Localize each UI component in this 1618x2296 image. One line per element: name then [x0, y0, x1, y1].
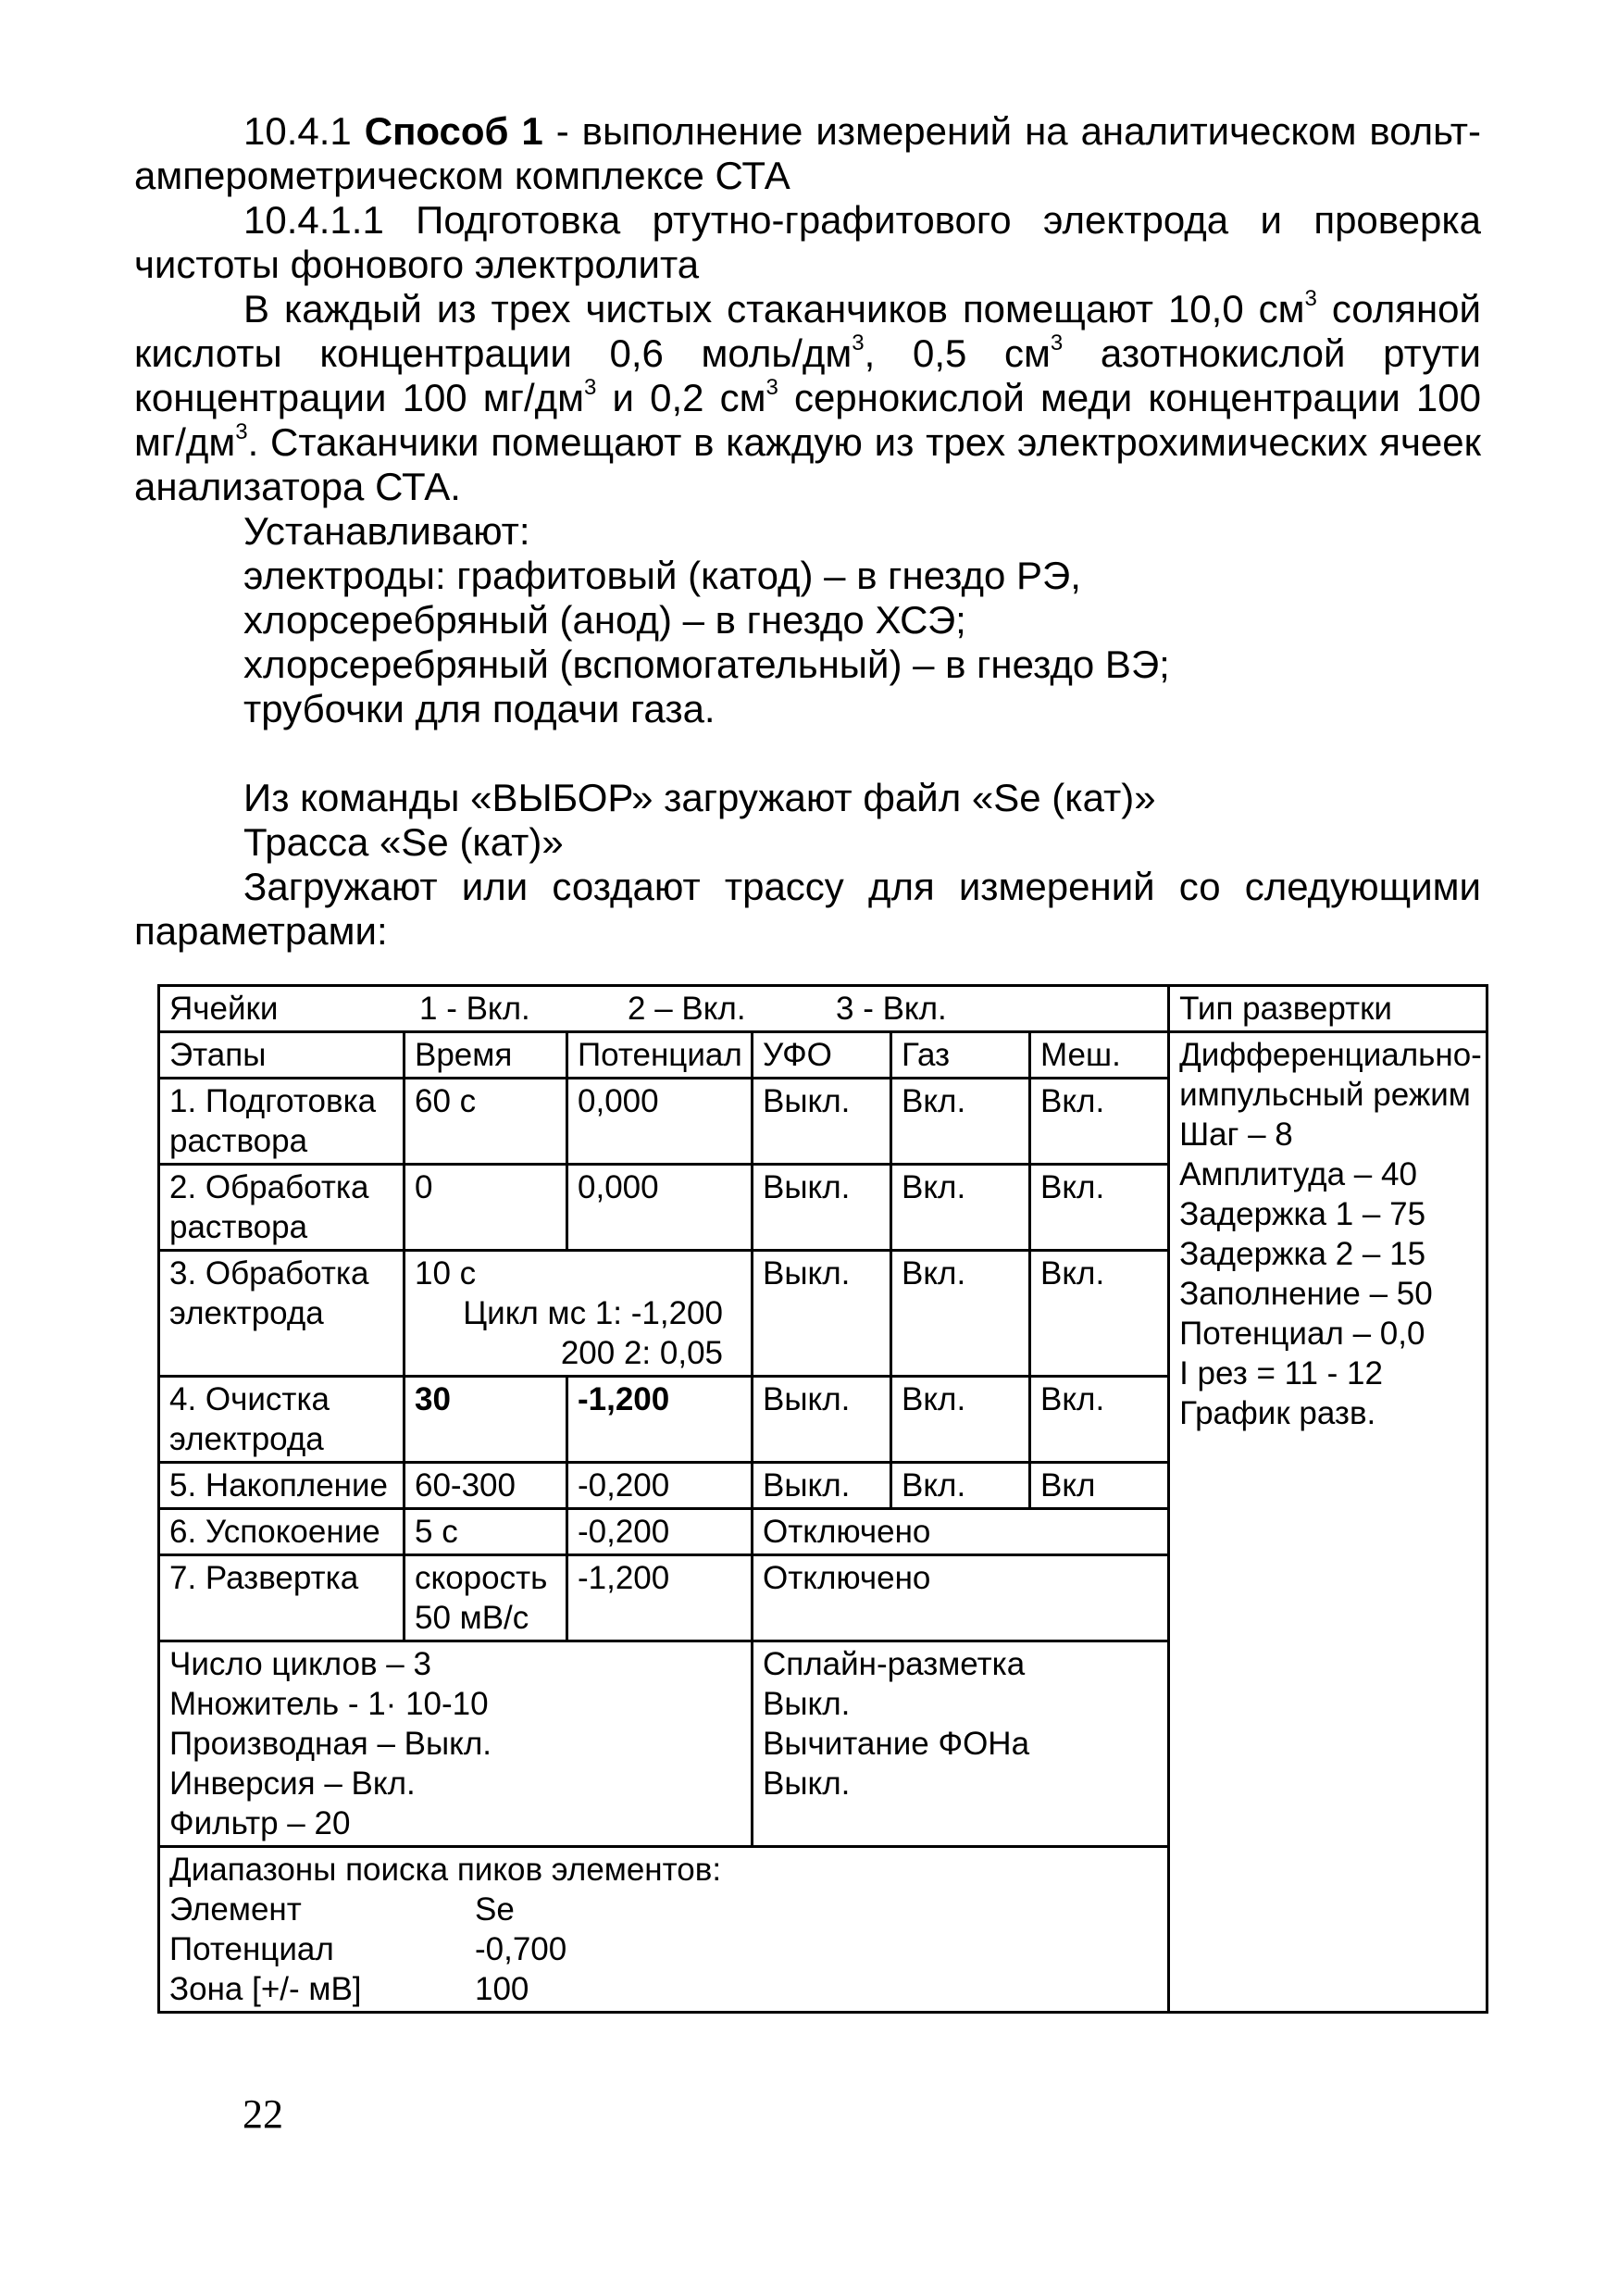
- install-item: трубочки для подачи газа.: [243, 687, 716, 730]
- stage-cell: 2. Обработка раствора: [159, 1165, 404, 1251]
- ufo-cell: Выкл.: [753, 1377, 891, 1463]
- column-header: Меш.: [1030, 1032, 1169, 1079]
- mix-cell: Вкл: [1030, 1463, 1169, 1509]
- ufo-cell: Выкл.: [753, 1463, 891, 1509]
- stage-cell: 6. Успокоение: [159, 1509, 404, 1555]
- install-item: электроды: графитовый (катод) – в гнездо РЭ,: [243, 554, 1081, 597]
- gas-cell: Вкл.: [891, 1251, 1030, 1377]
- processing-settings: Сплайн-разметка Выкл. Вычитание ФОНа Выкл.: [753, 1641, 1169, 1847]
- time-cycle-cell: 10 с Цикл мс 1: -1,200 200 2: 0,05: [404, 1251, 753, 1377]
- page-number: 22: [243, 2091, 283, 2137]
- sweep-type-header: Тип развертки: [1169, 986, 1487, 1032]
- time-cell: 30: [404, 1377, 567, 1463]
- sweep-settings: Дифференциально-импульсный режим Шаг – 8 Амплитуда – 40 Задержка 1 – 75 Задержка 2 – 15 Заполнение – 50 Потенциал – 0,0 I рез = 11 - 12 График разв.: [1169, 1032, 1487, 1509]
- heading-method: Способ 1: [364, 109, 543, 153]
- mix-cell: Вкл.: [1030, 1251, 1169, 1377]
- gas-cell: Вкл.: [891, 1463, 1030, 1509]
- column-header: Этапы: [159, 1032, 404, 1079]
- potential-cell: 0,000: [567, 1165, 753, 1251]
- column-header: Газ: [891, 1032, 1030, 1079]
- cycle-settings: Число циклов – 3 Множитель - 1· 10-10 Производная – Выкл. Инверсия – Вкл. Фильтр – 20: [159, 1641, 753, 1847]
- stage-cell: 7. Развертка: [159, 1555, 404, 1641]
- gas-cell: Вкл.: [891, 1377, 1030, 1463]
- gas-cell: Вкл.: [891, 1165, 1030, 1251]
- mix-cell: Вкл.: [1030, 1079, 1169, 1165]
- column-header: УФО: [753, 1032, 891, 1079]
- time-cell: 60-300: [404, 1463, 567, 1509]
- time-cell: 60 с: [404, 1079, 567, 1165]
- potential-cell: -1,200: [567, 1555, 753, 1641]
- potential-cell: -1,200: [567, 1377, 753, 1463]
- trace-name: Трасса «Se (кат)»: [243, 820, 564, 864]
- subheading: 10.4.1.1 Подготовка ртутно-графитового электрода и проверка чистоты фонового электролита: [134, 198, 1481, 286]
- install-item: хлорсеребряный (анод) – в гнездо ХСЭ;: [243, 598, 966, 642]
- measurement-parameters-table: [157, 984, 1488, 2014]
- potential-cell: -0,200: [567, 1463, 753, 1509]
- time-cell: 5 с: [404, 1509, 567, 1555]
- mix-cell: Вкл.: [1030, 1165, 1169, 1251]
- peak-search-title: Диапазоны поиска пиков элементов:: [169, 1852, 722, 1888]
- ufo-cell: Выкл.: [753, 1165, 891, 1251]
- column-header: Потенциал: [567, 1032, 753, 1079]
- mix-cell: Вкл.: [1030, 1377, 1169, 1463]
- install-item: хлорсеребряный (вспомогательный) – в гнездо ВЭ;: [243, 643, 1170, 686]
- load-trace-instruction: Загружают или создают трассу для измерений со следующими параметрами:: [134, 865, 1481, 953]
- peak-row: Элемент Se: [169, 1891, 515, 1928]
- cells-row: [159, 986, 1487, 1032]
- cell-state: 1 - Вкл.: [419, 991, 530, 1027]
- stage-cell: 1. Подготовка раствора: [159, 1079, 404, 1165]
- empty-side-cell: [1169, 1509, 1487, 2013]
- peak-row: Зона [+/- мВ] 100: [169, 1971, 529, 2007]
- cell-state: 3 - Вкл.: [836, 991, 947, 1027]
- stage-cell: 4. Очистка электрода: [159, 1377, 404, 1463]
- heading-number: 10.4.1: [243, 109, 352, 153]
- potential-cell: 0,000: [567, 1079, 753, 1165]
- cells-label: Ячейки: [169, 991, 279, 1027]
- time-cell: 0: [404, 1165, 567, 1251]
- peak-row: Потенциал -0,700: [169, 1931, 567, 1967]
- gas-cell: Вкл.: [891, 1079, 1030, 1165]
- time-cell: скорость 50 мВ/с: [404, 1555, 567, 1641]
- stage-cell: 5. Накопление: [159, 1463, 404, 1509]
- potential-cell: -0,200: [567, 1509, 753, 1555]
- ufo-cell: Выкл.: [753, 1079, 891, 1165]
- header-row: [159, 1032, 1487, 1079]
- section-text: [134, 109, 1481, 954]
- heading-description: - выполнение измерений на аналитическом вольт-амперометрическом комплексе СТА: [134, 109, 1482, 197]
- section-heading: [134, 109, 1481, 198]
- stage-cell: 3. Обработка электрода: [159, 1251, 404, 1377]
- status-cell: Отключено: [753, 1555, 1169, 1641]
- preparation-paragraph: В каждый из трех чистых стаканчиков помещают 10,0 $см^3$ соляной кислоты концентрации 0,6 моль/$дм^3$, 0,5 $см^3$ азотнокислой ртути концентрации 100 $мг/дм^3$ и 0,2 $см^3$ сернокислой меди концентрации 100 $мг/дм^3$. Стаканчики помещают в каждую из трех электрохимических ячеек анализатора СТА.: [134, 286, 1482, 508]
- install-label: Устанавливают:: [243, 509, 530, 553]
- column-header: Время: [404, 1032, 567, 1079]
- peak-search: [159, 1847, 1169, 2013]
- table-row: [159, 1509, 1487, 1555]
- ufo-cell: Выкл.: [753, 1251, 891, 1377]
- cell-state: 2 – Вкл.: [628, 991, 746, 1027]
- status-cell: Отключено: [753, 1509, 1169, 1555]
- load-file-instruction: Из команды «ВЫБОР» загружают файл «Se (кат)»: [243, 776, 1156, 819]
